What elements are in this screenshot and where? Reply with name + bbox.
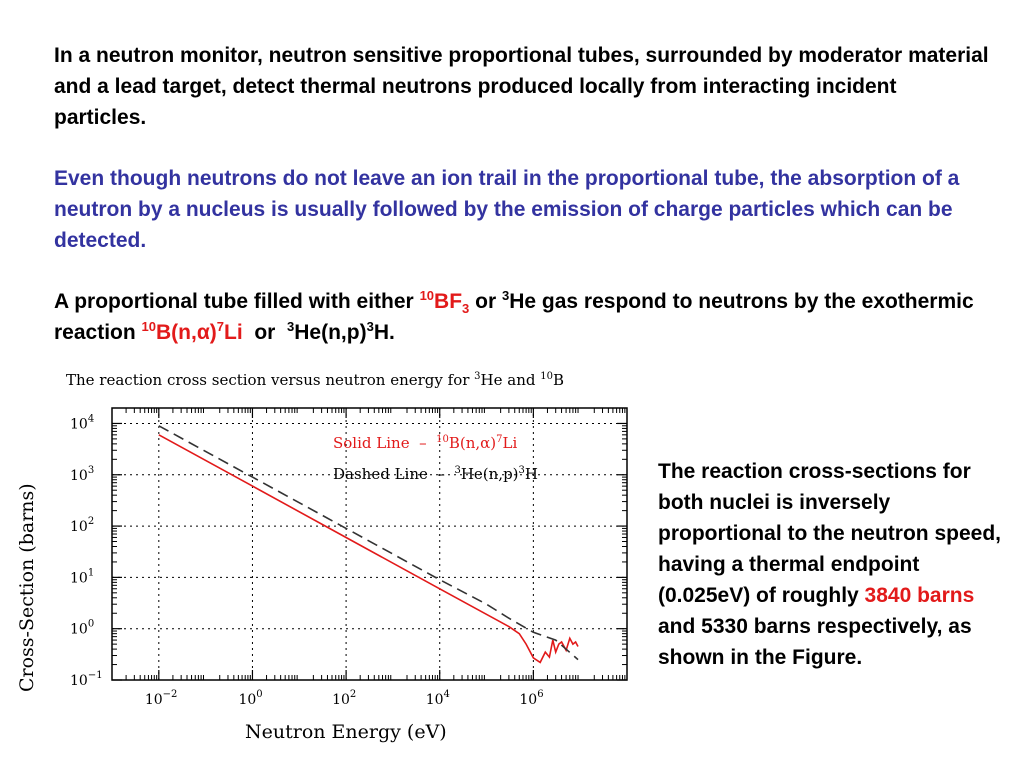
y-tick-base: 10 xyxy=(70,570,88,587)
series-line-helium xyxy=(159,426,578,660)
y-tick-base: 10 xyxy=(70,673,88,689)
cross-section-note xyxy=(658,456,1008,673)
cross-section-chart xyxy=(0,360,650,760)
x-tick-label xyxy=(238,689,262,708)
y-tick-base: 10 xyxy=(70,519,88,536)
chart-title-b-mass: 10 xyxy=(540,371,553,382)
helium-reaction-text: He(n,p) xyxy=(294,321,367,344)
helium-mass: 3 xyxy=(287,319,295,334)
y-tick-exponent: 2 xyxy=(87,516,95,528)
note-highlight: 3840 barns xyxy=(864,584,975,607)
x-tick-base: 10 xyxy=(519,692,538,708)
y-tick-exponent: −1 xyxy=(87,670,103,681)
lithium-text: Li xyxy=(224,321,243,344)
x-axis-label: Neutron Energy (eV) xyxy=(245,721,447,743)
reaction-text-1: A proportional tube filled with either xyxy=(54,290,420,313)
x-tick-exponent: 6 xyxy=(537,689,544,700)
y-tick-exponent: 3 xyxy=(87,464,95,476)
bf3-formula xyxy=(419,288,470,317)
note-text-2: and 5330 barns respectively, as shown in the Figure. xyxy=(658,615,972,669)
hydrogen-mass: 3 xyxy=(366,319,374,334)
y-tick-label xyxy=(70,413,94,432)
x-tick-exponent: 0 xyxy=(256,689,263,700)
legend-dashed-t2: H xyxy=(524,465,538,483)
chart-title xyxy=(66,371,564,389)
legend-dashed-prefix: Dashed Line – xyxy=(333,465,455,483)
x-tick-exponent: 4 xyxy=(443,689,450,700)
y-tick-label xyxy=(70,619,94,638)
y-tick-base: 10 xyxy=(70,416,88,433)
absorption-paragraph: Even though neutrons do not leave an ion trail in the proportional tube, the absorption of a neutron by a nucleus is usually followed by the emission of charge particles which can be detected. xyxy=(54,167,960,252)
reaction-text-4: or xyxy=(242,321,288,344)
he-mass: 3 xyxy=(501,288,510,303)
chart-title-end: B xyxy=(552,371,565,389)
reaction-text-2: or xyxy=(469,290,502,313)
legend-dashed-t1: He(n,p) xyxy=(460,465,519,483)
boron-mass: 10 xyxy=(141,319,157,334)
x-tick-base: 10 xyxy=(332,692,350,708)
note-text-1: The reaction cross-sections for both nuclei is inversely proportional to the neutron speed, having a thermal endpoint (0.025eV) of roughly xyxy=(658,460,1001,607)
reaction-paragraph xyxy=(54,286,994,348)
bf3-symbol: BF xyxy=(434,290,463,313)
hydrogen-text: H. xyxy=(373,321,395,344)
series-layer xyxy=(159,426,578,663)
chart-title-he-mass: 3 xyxy=(474,371,481,382)
lithium-mass: 7 xyxy=(216,319,224,334)
boron-text: B(n,α) xyxy=(156,321,217,344)
y-tick-exponent: 1 xyxy=(87,567,95,579)
boron-reaction xyxy=(142,321,243,344)
chart-title-mid: He and xyxy=(480,371,541,389)
x-tick-label xyxy=(145,689,178,708)
y-tick-label xyxy=(70,567,94,586)
tick-layer xyxy=(70,408,627,708)
y-axis-label: Cross-Section (barns) xyxy=(16,483,38,692)
x-tick-label xyxy=(519,689,543,708)
reaction-text-3: He gas respond to neutrons by the exothermic reaction xyxy=(54,290,974,344)
legend-solid-m1: 10 xyxy=(436,434,449,445)
y-tick-exponent: 4 xyxy=(87,413,95,425)
y-tick-base: 10 xyxy=(70,467,88,484)
chart-title-prefix: The reaction cross section versus neutron energy for xyxy=(66,371,475,389)
x-tick-exponent: 2 xyxy=(349,689,357,700)
bf3-subscript: 3 xyxy=(462,301,470,317)
chart-legend xyxy=(333,434,538,483)
legend-dashed xyxy=(333,465,538,483)
legend-solid-t1: B(n,α) xyxy=(448,434,497,452)
y-tick-label xyxy=(70,465,94,484)
y-tick-label xyxy=(70,670,103,689)
legend-dashed-m1: 3 xyxy=(454,465,461,476)
bf3-mass: 10 xyxy=(419,288,435,303)
legend-solid-t2: Li xyxy=(502,434,518,452)
x-tick-label xyxy=(426,689,450,708)
legend-solid-prefix: Solid Line – xyxy=(333,434,437,452)
intro-paragraph: In a neutron monitor, neutron sensitive proportional tubes, surrounded by moderator material and a lead target, detect thermal neutrons produced locally from interacting incident particles. xyxy=(54,44,989,129)
y-tick-label xyxy=(70,516,94,535)
legend-solid xyxy=(333,434,518,452)
x-tick-base: 10 xyxy=(144,692,163,708)
y-tick-base: 10 xyxy=(70,621,88,638)
x-tick-label xyxy=(332,689,356,708)
legend-dashed-m2: 3 xyxy=(518,465,525,476)
legend-solid-m2: 7 xyxy=(496,434,503,445)
x-tick-base: 10 xyxy=(238,692,257,708)
x-tick-exponent: −2 xyxy=(162,689,178,700)
y-tick-exponent: 0 xyxy=(87,618,95,630)
x-tick-base: 10 xyxy=(425,692,444,708)
